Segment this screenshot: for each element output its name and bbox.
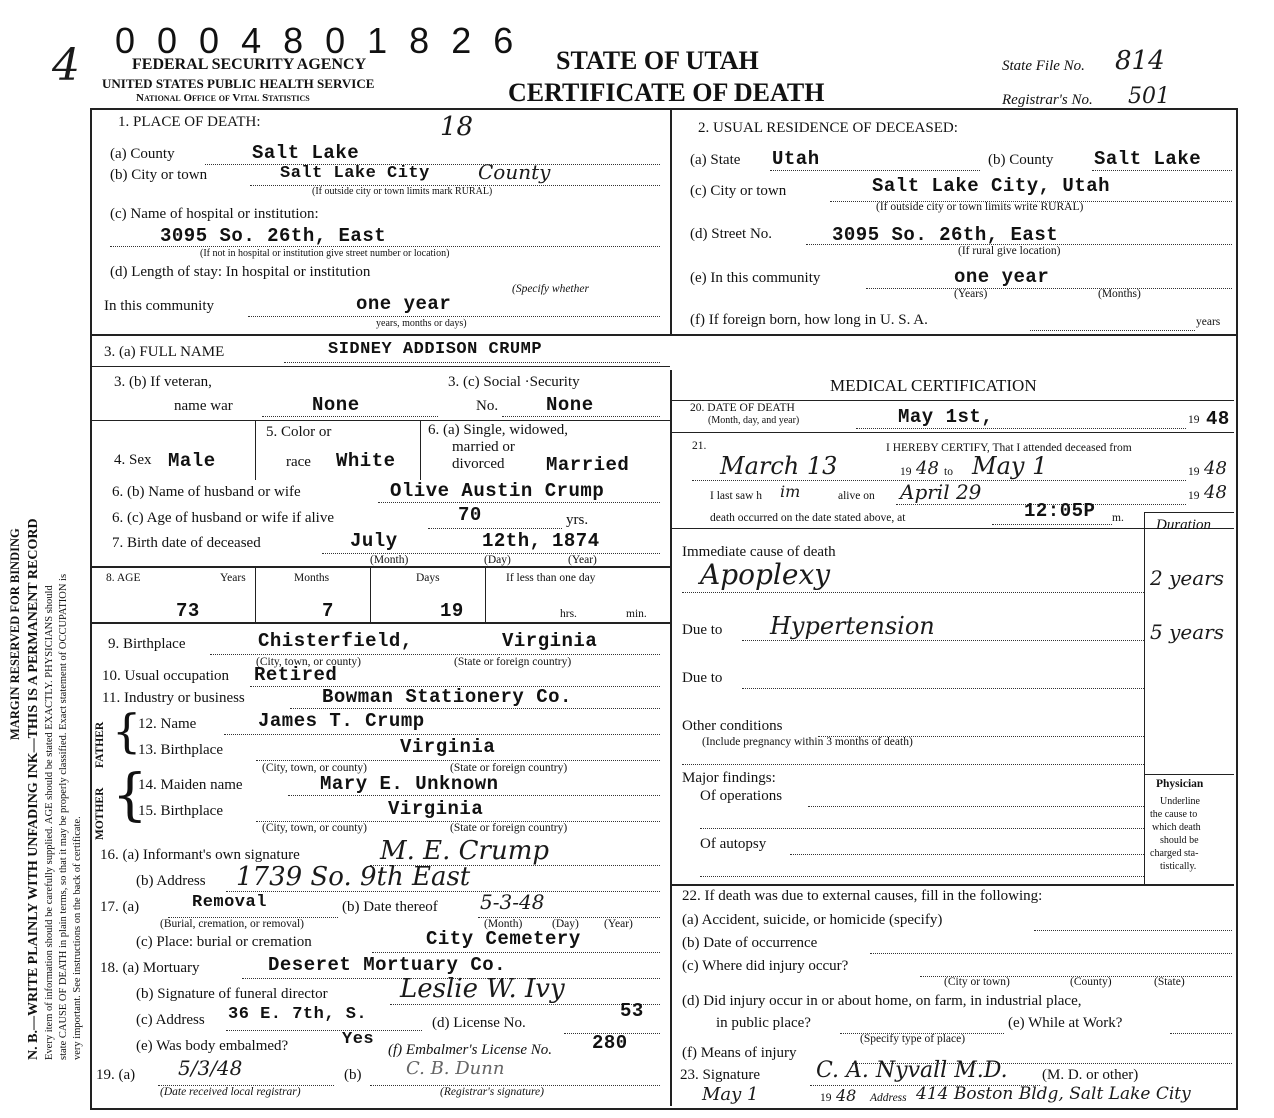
director-label: (b) Signature of funeral director <box>136 986 328 1002</box>
md-label: (M. D. or other) <box>1042 1067 1139 1083</box>
age-label: 8. AGE <box>106 572 141 584</box>
registrar-sig-note: (Registrar's signature) <box>440 1086 544 1098</box>
received-value: 5/3/48 <box>178 1056 243 1080</box>
age-days-value: 19 <box>440 600 464 622</box>
res-street-value: 3095 So. 26th, East <box>832 224 1059 246</box>
physician-signature: C. A. Nyvall M.D. <box>816 1058 1008 1083</box>
informant-sig-label: 16. (a) Informant's own signature <box>100 847 300 863</box>
last-year-prefix: 19 <box>1188 490 1200 502</box>
external-heading: 22. If death was due to external causes, fill in the following: <box>682 888 1043 904</box>
external-specify-note: (Specify type of place) <box>860 1033 966 1045</box>
death-date-note: (Month, day, and year) <box>708 415 800 426</box>
birthplace-label: 9. Birthplace <box>108 636 186 652</box>
last-saw-label: I last saw h <box>710 490 763 502</box>
spouse-label: 6. (b) Name of husband or wife <box>112 484 301 500</box>
res-city-value: Salt Lake City, Utah <box>872 175 1111 197</box>
res-county-label: (b) County <box>988 152 1054 168</box>
medical-heading: MEDICAL CERTIFICATION <box>830 376 1037 395</box>
external-a-label: (a) Accident, suicide, or homicide (specify) <box>682 912 943 928</box>
physician-note-3: the cause to <box>1150 809 1198 820</box>
res-city-note: (If outside city or town limits write RURAL) <box>876 201 1084 213</box>
age-min: min. <box>626 608 647 620</box>
state-file-value: 814 <box>1115 46 1165 76</box>
external-county-note: (County) <box>1070 976 1112 988</box>
burial-note: (Burial, cremation, or removal) <box>160 918 305 930</box>
birth-month: July <box>350 530 398 552</box>
marital-value: Married <box>546 454 630 476</box>
operations-label: Of operations <box>700 788 783 804</box>
death-year-prefix: 19 <box>1188 414 1200 426</box>
mother-birth-label: 15. Birthplace <box>138 803 223 819</box>
signature-date: May 1 <box>702 1084 759 1105</box>
duration-label: Duration <box>1156 517 1212 533</box>
age-years-value: 73 <box>176 600 200 622</box>
specify-note: (Specify whether <box>512 283 589 295</box>
burial-month-note: (Month) <box>484 918 523 930</box>
signature-address-label: Address <box>870 1092 907 1104</box>
burial-year-note: (Year) <box>604 918 633 930</box>
signature-label: 23. Signature <box>680 1067 760 1083</box>
hospital-value: 3095 So. 26th, East <box>160 225 387 247</box>
hospital-label: (c) Name of hospital or institution: <box>110 206 319 222</box>
embalmed-label: (e) Was body embalmed? <box>136 1038 289 1054</box>
signature-year-prefix: 19 <box>820 1092 832 1104</box>
physician-note-6: charged sta- <box>1150 848 1199 859</box>
birth-year-note: (Year) <box>568 554 597 566</box>
margin-ink-note: N. B.—WRITE PLAINLY WITH UNFADING INK—THIS IS A PERMANENT RECORD <box>26 518 41 1060</box>
corner-mark: 4 <box>52 40 80 91</box>
mortuary-address-label: (c) Address <box>136 1012 205 1028</box>
registrar-value: 501 <box>1128 84 1170 109</box>
occurred-label: death occurred on the date stated above, at <box>710 512 906 524</box>
burial-date-value: 5-3-48 <box>480 890 545 914</box>
received-label: 19. (a) <box>96 1067 136 1083</box>
father-city-note: (City, town, or county) <box>262 762 367 774</box>
signature-year: 48 <box>836 1086 857 1105</box>
other-conditions-label: Other conditions <box>682 718 783 734</box>
birth-date-label: 7. Birth date of deceased <box>112 535 261 551</box>
mortuary-value: Deseret Mortuary Co. <box>268 954 507 976</box>
county-label: (a) County <box>110 146 175 162</box>
last-saw-gender: im <box>780 482 801 501</box>
father-state-note: (State or foreign country) <box>450 762 568 774</box>
city-annotation: County <box>478 160 551 184</box>
physician-note-1: Physician <box>1156 778 1204 790</box>
occupation-value: Retired <box>254 664 338 686</box>
father-birth-label: 13. Birthplace <box>138 742 223 758</box>
last-saw-value: April 29 <box>900 480 982 504</box>
community-note: years, months or days) <box>376 318 467 329</box>
attended-from: March 13 <box>720 452 838 480</box>
occupation-label: 10. Usual occupation <box>102 668 230 684</box>
state-file-label: State File No. <box>1002 58 1085 74</box>
res-state-value: Utah <box>772 148 820 170</box>
embalmed-value: Yes <box>342 1030 375 1049</box>
birthplace-state-note: (State or foreign country) <box>454 656 572 668</box>
physician-note-4: which death <box>1152 822 1201 833</box>
birthplace-city-note: (City, town, or county) <box>256 656 361 668</box>
embalmer-value: 280 <box>592 1032 628 1054</box>
license-value: 53 <box>620 1000 644 1022</box>
divider-main-columns <box>670 370 672 1106</box>
war-value: None <box>312 394 360 416</box>
res-county-value: Salt Lake <box>1094 148 1202 170</box>
foreign-label: (f) If foreign born, how long in U. S. A. <box>690 312 928 328</box>
color-label: 5. Color or <box>266 424 332 440</box>
industry-label: 11. Industry or business <box>102 690 245 706</box>
city-value: Salt Lake City <box>280 164 430 183</box>
registrar-sig-value: C. B. Dunn <box>406 1058 505 1079</box>
age-less-label: If less than one day <box>506 572 596 584</box>
full-name-label: 3. (a) FULL NAME <box>104 344 225 360</box>
mother-maiden-value: Mary E. Unknown <box>320 773 499 795</box>
age-years-label: Years <box>220 572 246 584</box>
attended-to-year: 48 <box>1204 458 1227 479</box>
to-year-prefix: 19 <box>1188 466 1200 478</box>
mortuary-address-value: 36 E. 7th, S. <box>228 1005 368 1024</box>
months-label: (Months) <box>1098 288 1141 300</box>
margin-instruction-1: Every item of information should be carefully supplied. AGE should be stated EXACTLY. PHYSICIANS should <box>44 585 55 1060</box>
ss-no-label: No. <box>476 398 499 414</box>
external-b-label: (b) Date of occurrence <box>682 935 818 951</box>
burial-day-note: (Day) <box>552 918 579 930</box>
serial-number: 0 0 0 4 8 0 1 8 2 6 <box>115 20 520 61</box>
burial-label: 17. (a) <box>100 899 140 915</box>
war-label: name war <box>174 398 233 414</box>
external-city-note: (City or town) <box>944 976 1010 988</box>
father-birth-value: Virginia <box>400 736 496 758</box>
embalmer-label: (f) Embalmer's License No. <box>388 1042 553 1058</box>
community-label: In this community <box>104 298 214 314</box>
industry-value: Bowman Stationery Co. <box>322 686 572 708</box>
father-name-value: James T. Crump <box>258 710 425 732</box>
informant-address-label: (b) Address <box>136 873 206 889</box>
birthplace-city: Chisterfield, <box>258 630 413 652</box>
ss-label: 3. (c) Social ·Security <box>448 374 580 390</box>
registrar-sig-label: (b) <box>344 1067 362 1083</box>
informant-sig-value: M. E. Crump <box>380 836 550 866</box>
marital-label: 6. (a) Single, widowed, <box>428 422 568 438</box>
registrar-label: Registrar's No. <box>1002 92 1093 108</box>
due-to-2-label: Due to <box>682 670 723 686</box>
race-label: race <box>286 454 311 470</box>
marital-label-2: married or <box>452 439 515 455</box>
spouse-age-value: 70 <box>458 504 482 526</box>
city-note: (If outside city or town limits mark RURAL) <box>312 186 493 197</box>
mother-birth-value: Virginia <box>388 798 484 820</box>
agency-name: FEDERAL SECURITY AGENCY <box>132 56 367 73</box>
race-value: White <box>336 450 396 472</box>
signature-address: 414 Boston Bldg, Salt Lake City <box>916 1084 1191 1104</box>
place-code: 18 <box>440 112 474 142</box>
res-street-note: (If rural give location) <box>958 245 1061 257</box>
margin-instruction-2: state CAUSE OF DEATH in plain terms, so that it may be properly classified. Exact statement of OCCUPATION is <box>58 573 69 1060</box>
external-e-label: (e) While at Work? <box>1008 1015 1123 1031</box>
ss-value: None <box>546 394 594 416</box>
attended-to: May 1 <box>972 452 1048 480</box>
sex-value: Male <box>168 450 216 472</box>
due-to-1-value: Hypertension <box>770 612 935 640</box>
res-state-label: (a) State <box>690 152 741 168</box>
mortuary-label: 18. (a) Mortuary <box>100 960 200 976</box>
age-months-value: 7 <box>322 600 334 622</box>
res-street-label: (d) Street No. <box>690 226 773 242</box>
other-conditions-note: (Include pregnancy within 3 months of death) <box>702 736 913 748</box>
place-of-death-heading: 1. PLACE OF DEATH: <box>118 114 261 130</box>
physician-note-5: should be <box>1160 835 1199 846</box>
time-suffix: m. <box>1112 512 1124 524</box>
state-title: STATE OF UTAH <box>556 46 759 75</box>
license-label: (d) License No. <box>432 1015 526 1031</box>
veteran-label: 3. (b) If veteran, <box>114 374 212 390</box>
from-year-prefix: 19 <box>900 466 912 478</box>
mother-city-note: (City, town, or county) <box>262 822 367 834</box>
margin-instruction-3: very important. See instructions on the back of certificate. <box>72 816 83 1060</box>
res-community-label: (e) In this community <box>690 270 821 286</box>
certify-number: 21. <box>692 440 707 452</box>
spouse-age-label: 6. (c) Age of husband or wife if alive <box>112 510 335 526</box>
attended-from-year: 48 <box>916 458 939 479</box>
director-value: Leslie W. Ivy <box>400 974 565 1004</box>
informant-address-value: 1739 So. 9th East <box>236 862 471 892</box>
time-of-death: 12:05P <box>1024 500 1096 522</box>
sex-label: 4. Sex <box>114 452 152 468</box>
due-to-1-label: Due to <box>682 622 723 638</box>
received-note: (Date received local registrar) <box>160 1086 301 1098</box>
certify-text: I HEREBY CERTIFY, That I attended deceased from <box>886 442 1132 454</box>
birth-year: 1874 <box>552 530 600 552</box>
res-city-label: (c) City or town <box>690 183 787 199</box>
spouse-value: Olive Austin Crump <box>390 480 605 502</box>
immediate-cause-value: Apoplexy <box>700 558 831 591</box>
full-name-value: SIDNEY ADDISON CRUMP <box>328 340 543 359</box>
due-to-1-duration: 5 years <box>1150 620 1224 644</box>
mother-side-label: MOTHER <box>94 787 106 840</box>
death-date-label: 20. DATE OF DEATH <box>690 402 795 414</box>
birthplace-state: Virginia <box>502 630 598 652</box>
age-months-label: Months <box>294 572 330 584</box>
agency-service: UNITED STATES PUBLIC HEALTH SERVICE <box>102 76 375 91</box>
immediate-duration: 2 years <box>1150 566 1224 590</box>
external-f-label: (f) Means of injury <box>682 1045 797 1061</box>
divider-top-columns <box>670 108 672 334</box>
marital-label-3: divorced <box>452 456 505 472</box>
physician-note-2: Underline <box>1160 796 1200 807</box>
external-state-note: (State) <box>1154 976 1185 988</box>
years-label: (Years) <box>954 288 988 300</box>
death-year-value: 48 <box>1206 408 1230 430</box>
father-name-label: 12. Name <box>138 716 197 732</box>
age-days-label: Days <box>416 572 440 584</box>
residence-heading: 2. USUAL RESIDENCE OF DECEASED: <box>698 120 958 136</box>
age-hrs: hrs. <box>560 608 577 620</box>
external-d-label: (d) Did injury occur in or about home, on farm, in industrial place, <box>682 993 1082 1009</box>
birth-month-note: (Month) <box>370 554 409 566</box>
spouse-age-yrs: yrs. <box>566 512 589 528</box>
to-label: to <box>944 466 953 478</box>
birth-day: 12th, <box>482 530 542 552</box>
burial-place-value: City Cemetery <box>426 928 581 950</box>
external-d-label-2: in public place? <box>716 1015 811 1031</box>
physician-note-7: tistically. <box>1160 861 1197 872</box>
foreign-years: years <box>1196 316 1221 328</box>
autopsy-label: Of autopsy <box>700 836 767 852</box>
birth-day-note: (Day) <box>484 554 511 566</box>
burial-place-label: (c) Place: burial or cremation <box>136 934 312 950</box>
major-findings-label: Major findings: <box>682 770 776 786</box>
agency-office: National Office of Vital Statistics <box>136 92 310 104</box>
burial-value: Removal <box>192 893 267 912</box>
certificate-title: CERTIFICATE OF DEATH <box>508 78 825 107</box>
mother-state-note: (State or foreign country) <box>450 822 568 834</box>
immediate-cause-label: Immediate cause of death <box>682 544 836 560</box>
community-value: one year <box>356 293 452 315</box>
death-date-value: May 1st, <box>898 406 994 428</box>
margin-binding-note: MARGIN RESERVED FOR BINDING <box>8 528 22 740</box>
stay-label: (d) Length of stay: In hospital or institution <box>110 264 371 280</box>
res-community-value: one year <box>954 266 1050 288</box>
burial-date-label: (b) Date thereof <box>342 899 438 915</box>
hospital-note: (If not in hospital or institution give street number or location) <box>200 248 450 259</box>
last-saw-year: 48 <box>1204 482 1227 503</box>
father-side-label: FATHER <box>94 721 106 768</box>
city-label: (b) City or town <box>110 167 208 183</box>
external-c-label: (c) Where did injury occur? <box>682 958 849 974</box>
county-value: Salt Lake <box>252 142 360 164</box>
alive-label: alive on <box>838 490 875 502</box>
mother-maiden-label: 14. Maiden name <box>138 777 243 793</box>
divider-section-3 <box>90 334 1236 336</box>
